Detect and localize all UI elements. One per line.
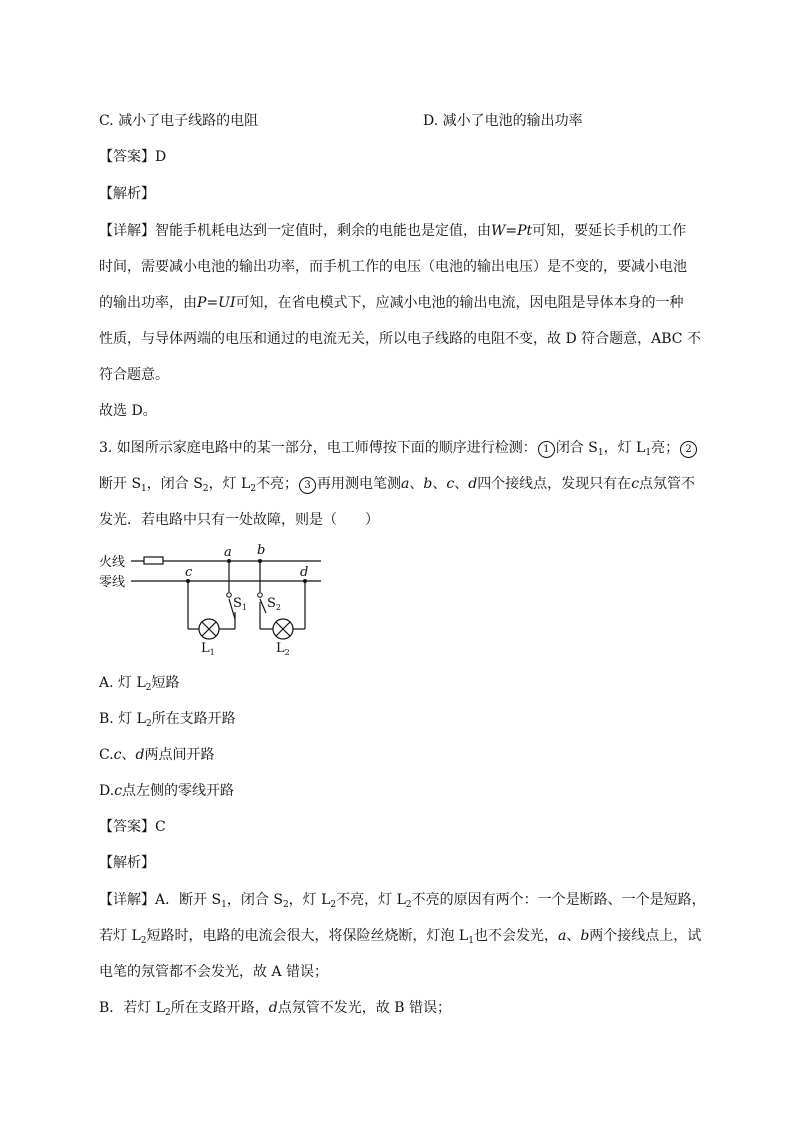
subscript: 2 bbox=[282, 900, 289, 910]
text-run: 、 bbox=[121, 747, 136, 763]
neutral-wire-label: 零线 bbox=[99, 575, 126, 590]
detail-1-line-3 bbox=[99, 293, 683, 313]
detail-1-line-4: 性质，与导体两端的电压和通过的电流无关，所以电子线路的电阻不变，故 D 符合题意，ABC 不 bbox=[99, 331, 701, 347]
point-a-label: a bbox=[224, 545, 232, 560]
text-run: 不亮； bbox=[256, 476, 299, 492]
text-run: 、 bbox=[409, 476, 424, 492]
junction-b bbox=[258, 559, 262, 563]
text-run: 不亮，灯 L bbox=[336, 892, 406, 908]
question-3-line-1 bbox=[99, 438, 698, 458]
subscript: 1 bbox=[597, 448, 604, 458]
point-c-label: c bbox=[185, 565, 193, 580]
subscript: 2 bbox=[330, 900, 337, 910]
text-run: 点氖管不 bbox=[639, 476, 696, 492]
option-d-previous: D. 减小了电池的输出功率 bbox=[423, 113, 583, 129]
option-c-previous: C. 减小了电子线路的电阻 bbox=[99, 113, 259, 129]
text-run: B．若灯 L bbox=[99, 1000, 166, 1016]
subscript: 2 bbox=[145, 719, 152, 729]
circled-number: 1 bbox=[538, 441, 555, 458]
text-run: 不亮的原因有两个：一个是断路、一个是短路， bbox=[411, 892, 706, 908]
text-run: 点左侧的零线开路 bbox=[122, 783, 235, 799]
point-b-label: b bbox=[257, 543, 266, 558]
point-label: c bbox=[113, 747, 122, 763]
text-run: ，闭合 S bbox=[146, 476, 203, 492]
text-run: 【详解】智能手机耗电达到一定值时，剩余的电能也是定值，由 bbox=[99, 223, 491, 239]
circuit-diagram bbox=[99, 542, 339, 662]
text-run: ，闭合 S bbox=[226, 892, 283, 908]
option-b bbox=[99, 709, 236, 729]
text-run: 3. 如图所示家庭电路中的某一部分，电工师傅按下面的顺序进行检测： bbox=[99, 440, 537, 456]
subscript: 1 bbox=[221, 900, 227, 910]
subscript: 2 bbox=[405, 900, 412, 910]
text-run: 的输出功率，由 bbox=[99, 295, 197, 311]
text-run: 四个接线点，发现只有在 bbox=[477, 476, 632, 492]
point-label: b bbox=[423, 476, 433, 492]
formula: W=Pt bbox=[491, 223, 533, 239]
text-run: 断开 S bbox=[99, 476, 142, 492]
point-label: b bbox=[580, 928, 590, 944]
text-run: 可知，要延长手机的工作 bbox=[532, 223, 687, 239]
subscript: 1 bbox=[468, 936, 474, 946]
option-d bbox=[99, 781, 234, 801]
text-run: 所在支路开路 bbox=[151, 711, 236, 727]
point-label: c bbox=[631, 476, 640, 492]
option-c bbox=[99, 745, 214, 765]
subscript: 1 bbox=[645, 448, 652, 458]
switch-s2-contact bbox=[258, 593, 263, 598]
text-run: ，灯 L bbox=[603, 440, 646, 456]
text-run: C. bbox=[99, 747, 114, 763]
subscript: 2 bbox=[165, 1008, 171, 1018]
lamp-l2-label: $L_2$ bbox=[276, 641, 290, 657]
text-run: 两点间开路 bbox=[144, 747, 215, 763]
question-3-line-3: 发光．若电路中只有一处故障，则是（ ） bbox=[99, 512, 379, 528]
text-run: 亮； bbox=[651, 440, 680, 456]
subscript: 2 bbox=[250, 484, 257, 494]
detail-1-line-2: 时间，需要减小电池的输出功率，而手机工作的电压（电池的输出电压）是不变的，要减小电池 bbox=[99, 259, 687, 275]
text-run: 、 bbox=[454, 476, 469, 492]
detail-2-line-3: 电笔的氖管都不会发光，故 A 错误； bbox=[99, 964, 329, 980]
text-run: 两个接线点上，试 bbox=[589, 928, 702, 944]
detail-2-line-2 bbox=[99, 926, 701, 946]
answer-2 bbox=[99, 817, 166, 837]
question-3-line-2 bbox=[99, 474, 695, 494]
subscript: 2 bbox=[140, 936, 147, 946]
text-run: 若灯 L bbox=[99, 928, 141, 944]
detail-2-line-4 bbox=[99, 998, 451, 1018]
text-run: 再用测电笔测 bbox=[317, 476, 402, 492]
text-run: 所在支路开路， bbox=[170, 1000, 269, 1016]
text-run: 、 bbox=[432, 476, 447, 492]
point-label: c bbox=[114, 783, 123, 799]
lamp-l1-label: $L_1$ bbox=[201, 641, 215, 657]
detail-2-line-1 bbox=[99, 890, 706, 910]
switch-s2-blade bbox=[260, 599, 266, 613]
text-run: A. 灯 L bbox=[99, 675, 146, 691]
circled-number: 3 bbox=[299, 477, 316, 494]
answer-label: 【答案】 bbox=[99, 819, 155, 835]
option-a bbox=[99, 673, 180, 693]
text-run: 可知，在省电模式下，应减小电池的输出电流，因电阻是导体本身的一种 bbox=[235, 295, 684, 311]
point-label: a bbox=[557, 928, 567, 944]
live-wire-label: 火线 bbox=[99, 555, 126, 570]
switch-s2-label: $S_2$ bbox=[267, 596, 281, 612]
detail-1-line-5: 符合题意。 bbox=[99, 367, 169, 383]
switch-s1-label: $S_1$ bbox=[233, 596, 247, 612]
subscript: 2 bbox=[202, 484, 209, 494]
subscript: 2 bbox=[145, 683, 152, 693]
point-label: a bbox=[401, 476, 410, 492]
point-label: d bbox=[468, 476, 478, 492]
point-label: c bbox=[446, 476, 455, 492]
switch-s1-contact bbox=[227, 593, 232, 598]
answer-label: 【答案】 bbox=[99, 149, 155, 165]
answer-1 bbox=[99, 147, 166, 167]
formula: P=UI bbox=[197, 295, 236, 311]
answer-value: D bbox=[155, 149, 167, 165]
text-run: 短路时，电路的电流会很大，将保险丝烧断，灯泡 L bbox=[146, 928, 469, 944]
text-run: 点氖管不发光，故 B 错误； bbox=[277, 1000, 451, 1016]
text-run: 也不会发光， bbox=[473, 928, 558, 944]
detail-1-line-1 bbox=[99, 221, 686, 241]
answer-value: C bbox=[155, 819, 166, 835]
text-run: 、 bbox=[566, 928, 581, 944]
circled-number: 2 bbox=[680, 441, 697, 458]
text-run: ，灯 L bbox=[208, 476, 251, 492]
analysis-heading-1: 【解析】 bbox=[99, 186, 155, 202]
text-run: ，灯 L bbox=[288, 892, 331, 908]
fuse bbox=[144, 557, 163, 564]
conclusion-1: 故选 D。 bbox=[99, 403, 157, 419]
point-label: d bbox=[268, 1000, 278, 1016]
text-run: 闭合 S bbox=[555, 440, 598, 456]
text-run: B. 灯 L bbox=[99, 711, 146, 727]
text-run: 短路 bbox=[151, 675, 180, 691]
subscript: 1 bbox=[141, 484, 147, 494]
point-d-label: d bbox=[300, 565, 309, 580]
point-label: d bbox=[135, 747, 145, 763]
analysis-heading-2: 【解析】 bbox=[99, 855, 155, 871]
text-run: 【详解】A．断开 S bbox=[99, 892, 222, 908]
text-run: D. bbox=[99, 783, 115, 799]
